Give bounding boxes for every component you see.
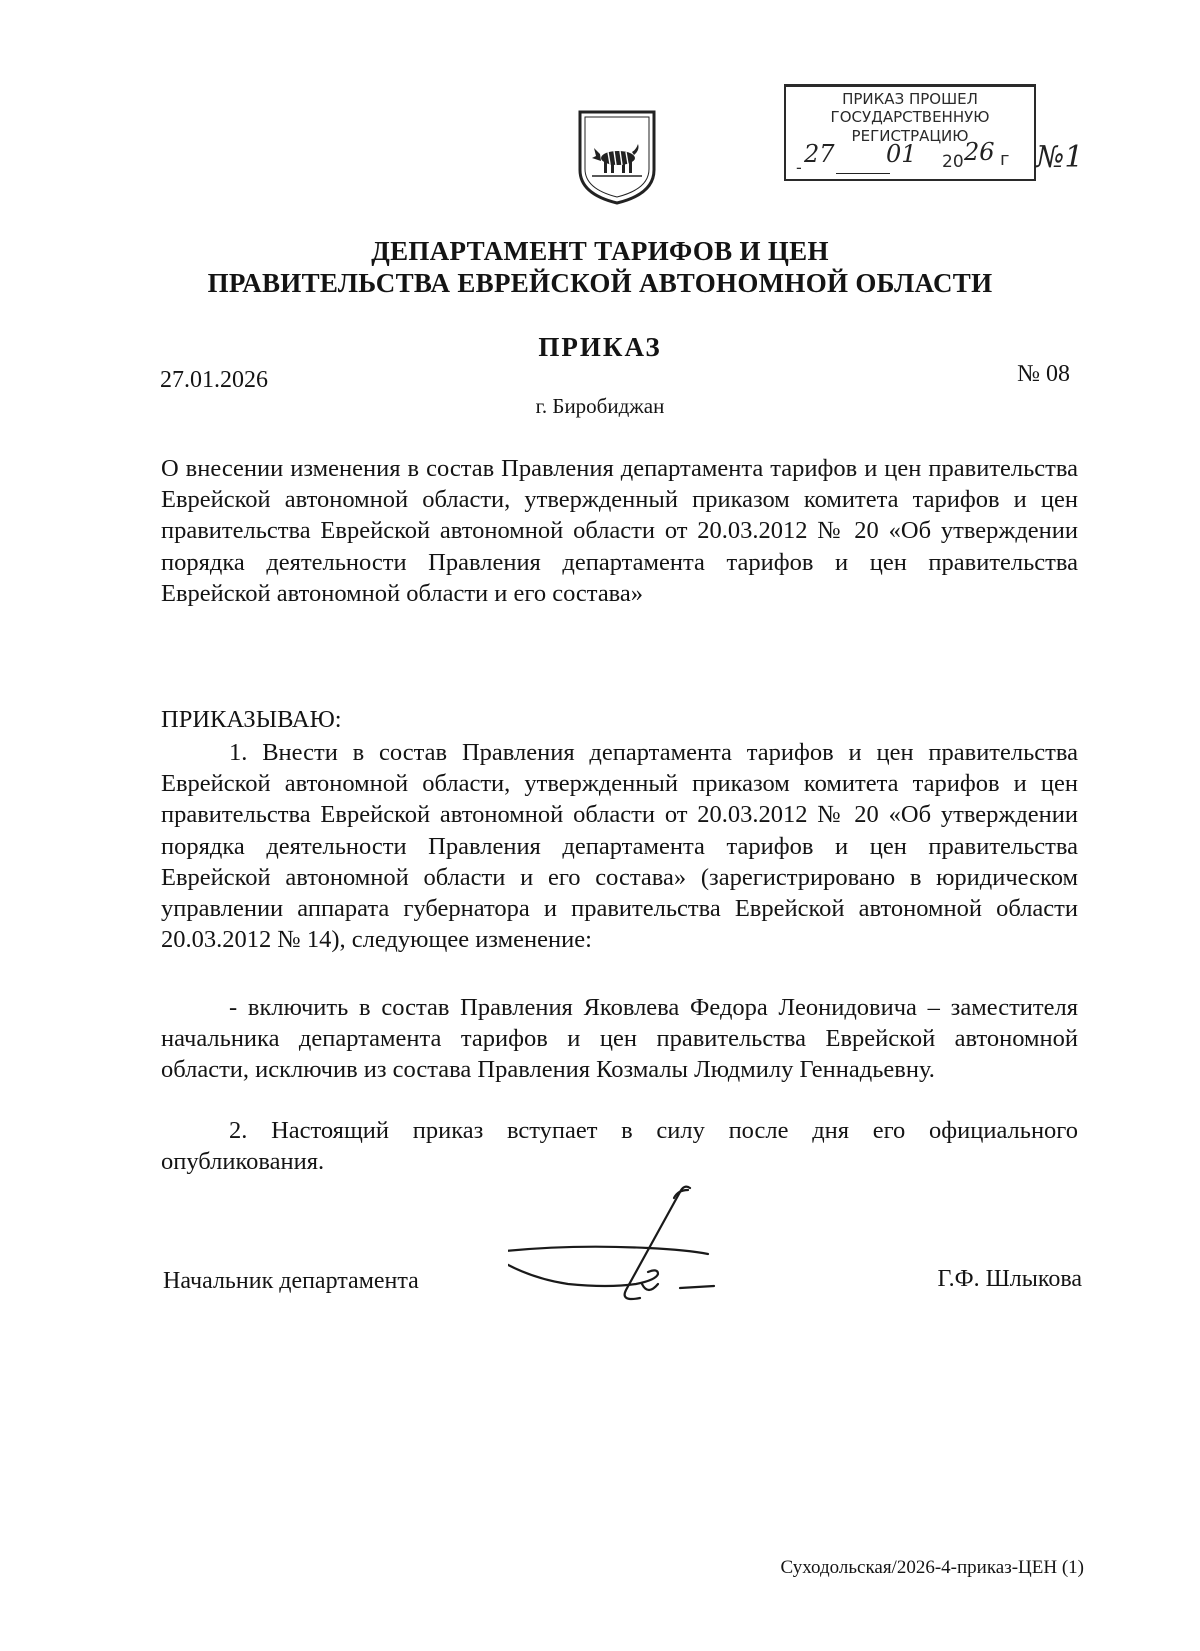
document-type: ПРИКАЗ: [538, 332, 662, 362]
document-date: 27.01.2026: [160, 367, 268, 393]
stamp-year-prefix: 20: [942, 152, 964, 172]
registration-stamp: [784, 84, 1036, 181]
stamp-year-unit: г: [1000, 149, 1010, 170]
stamp-underline: [836, 173, 890, 174]
document-number: № 08: [1017, 361, 1070, 387]
stamp-year-suffix: 26: [964, 138, 995, 166]
department-name-line-1: ДЕПАРТАМЕНТ ТАРИФОВ И ЦЕН: [371, 236, 829, 266]
stamp-line-3: РЕГИСТРАЦИЮ: [851, 127, 969, 145]
coat-of-arms-icon: [574, 108, 660, 206]
order-point-1-item: - включить в состав Правления Яковлева Федора Леонидовича – заместителя начальника департамента тарифов и цен правительства Еврейской автономной области, исключив из состава Правления Козмалы Людмилу Геннадьевну.: [161, 994, 1078, 1084]
order-point-2: 2. Настоящий приказ вступает в силу после дня его официального опубликования.: [161, 1117, 1078, 1176]
stamp-reg-number: №1: [1036, 140, 1084, 175]
stamp-month: 01: [886, 140, 917, 168]
order-heading: ПРИКАЗЫВАЮ:: [161, 706, 342, 733]
document-city: г. Биробиджан: [535, 394, 665, 418]
stamp-line-1: ПРИКАЗ ПРОШЕЛ: [842, 90, 978, 108]
stamp-day: 27: [804, 140, 835, 168]
stamp-dash: -: [796, 158, 802, 177]
department-name-line-2: ПРАВИТЕЛЬСТВА ЕВРЕЙСКОЙ АВТОНОМНОЙ ОБЛАСТИ: [207, 268, 993, 298]
handwritten-signature-icon: [508, 1180, 768, 1320]
stamp-line-2: ГОСУДАРСТВЕННУЮ: [830, 108, 990, 126]
signatory-name: Г.Ф. Шлыкова: [937, 1266, 1082, 1292]
signatory-title: Начальник департамента: [163, 1268, 419, 1294]
stamp-date: [792, 138, 1034, 177]
document-subject: О внесении изменения в состав Правления департамента тарифов и цен правительства Еврейской автономной области, утвержденный приказом комитета тарифов и цен правительства Еврейской автономной области от 20.03.2012 № 20 «Об утверждении порядка деятельности Правления департамента тарифов и цен правительства Еврейской автономной области и его состава»: [161, 455, 1078, 607]
footer-reference: Суходольская/2026-4-приказ-ЦЕН (1): [780, 1557, 1084, 1578]
order-point-1: 1. Внести в состав Правления департамента тарифов и цен правительства Еврейской автономной области, утвержденный приказом комитета тарифов и цен правительства Еврейской автономной области от 20.03.2012 № 20 «Об утверждении порядка деятельности Правления департамента тарифов и цен правительства Еврейской автономной области и его состава» (зарегистрировано в юридическом управлении аппарата губернатора и правительства Еврейской автономной области 20.03.2012 № 14), следующее изменение:: [161, 739, 1078, 954]
